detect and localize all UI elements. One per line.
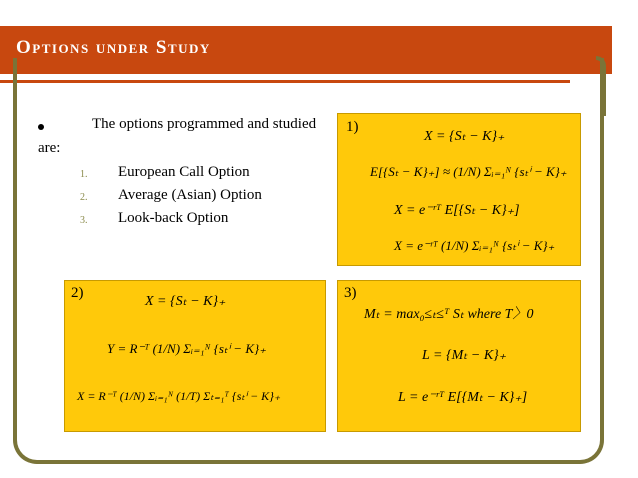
box-2-label: 2) (71, 285, 84, 301)
box-1-eq-1: X = {Sₜ − K}₊ (424, 129, 505, 144)
box-1-label: 1) (346, 119, 359, 135)
option-1-label: European Call Option (118, 164, 250, 180)
box-1-eq-3: X = e⁻ʳᵀ E[{Sₜ − K}₊] (394, 203, 520, 218)
intro-line-1: The options programmed and studied (92, 116, 317, 132)
formula-box-3 (337, 280, 581, 432)
box-3-label: 3) (344, 285, 357, 301)
box-3-eq-2: L = {Mₜ − K}₊ (422, 348, 507, 363)
box-2-eq-1: X = {Sₜ − K}₊ (145, 294, 226, 309)
option-2-number: 2. (80, 192, 88, 203)
formula-box-2 (64, 280, 326, 432)
option-2-label: Average (Asian) Option (118, 187, 262, 203)
box-2-eq-3: X = R⁻ᵀ (1/N) Σᵢ₌₁ᴺ (1/T) Σₜ₌₁ᵀ {sₜⁱ − K}₊ (77, 389, 281, 403)
frame-corner (596, 56, 606, 116)
box-3-eq-1: Mₜ = max₀≤ₜ≤ᵀ Sₜ where T〉0 (364, 307, 534, 322)
box-2-eq-2: Y = R⁻ᵀ (1/N) Σᵢ₌₁ᴺ {sₜⁱ − K}₊ (107, 341, 267, 356)
formula-box-1 (337, 113, 581, 266)
slide-title: Options under Study (16, 37, 211, 58)
option-1-number: 1. (80, 169, 88, 180)
box-1-eq-2: E[{Sₜ − K}₊] ≈ (1/N) Σᵢ₌₁ᴺ {sₜⁱ − K}₊ (370, 164, 567, 179)
box-1-eq-4: X = e⁻ʳᵀ (1/N) Σᵢ₌₁ᴺ {sₜⁱ − K}₊ (394, 238, 555, 253)
bullet-icon (38, 124, 44, 130)
option-3-number: 3. (80, 215, 88, 226)
intro-line-2: are: (38, 140, 61, 156)
option-3-label: Look-back Option (118, 210, 229, 226)
box-3-eq-3: L = e⁻ʳᵀ E[{Mₜ − K}₊] (398, 390, 528, 405)
